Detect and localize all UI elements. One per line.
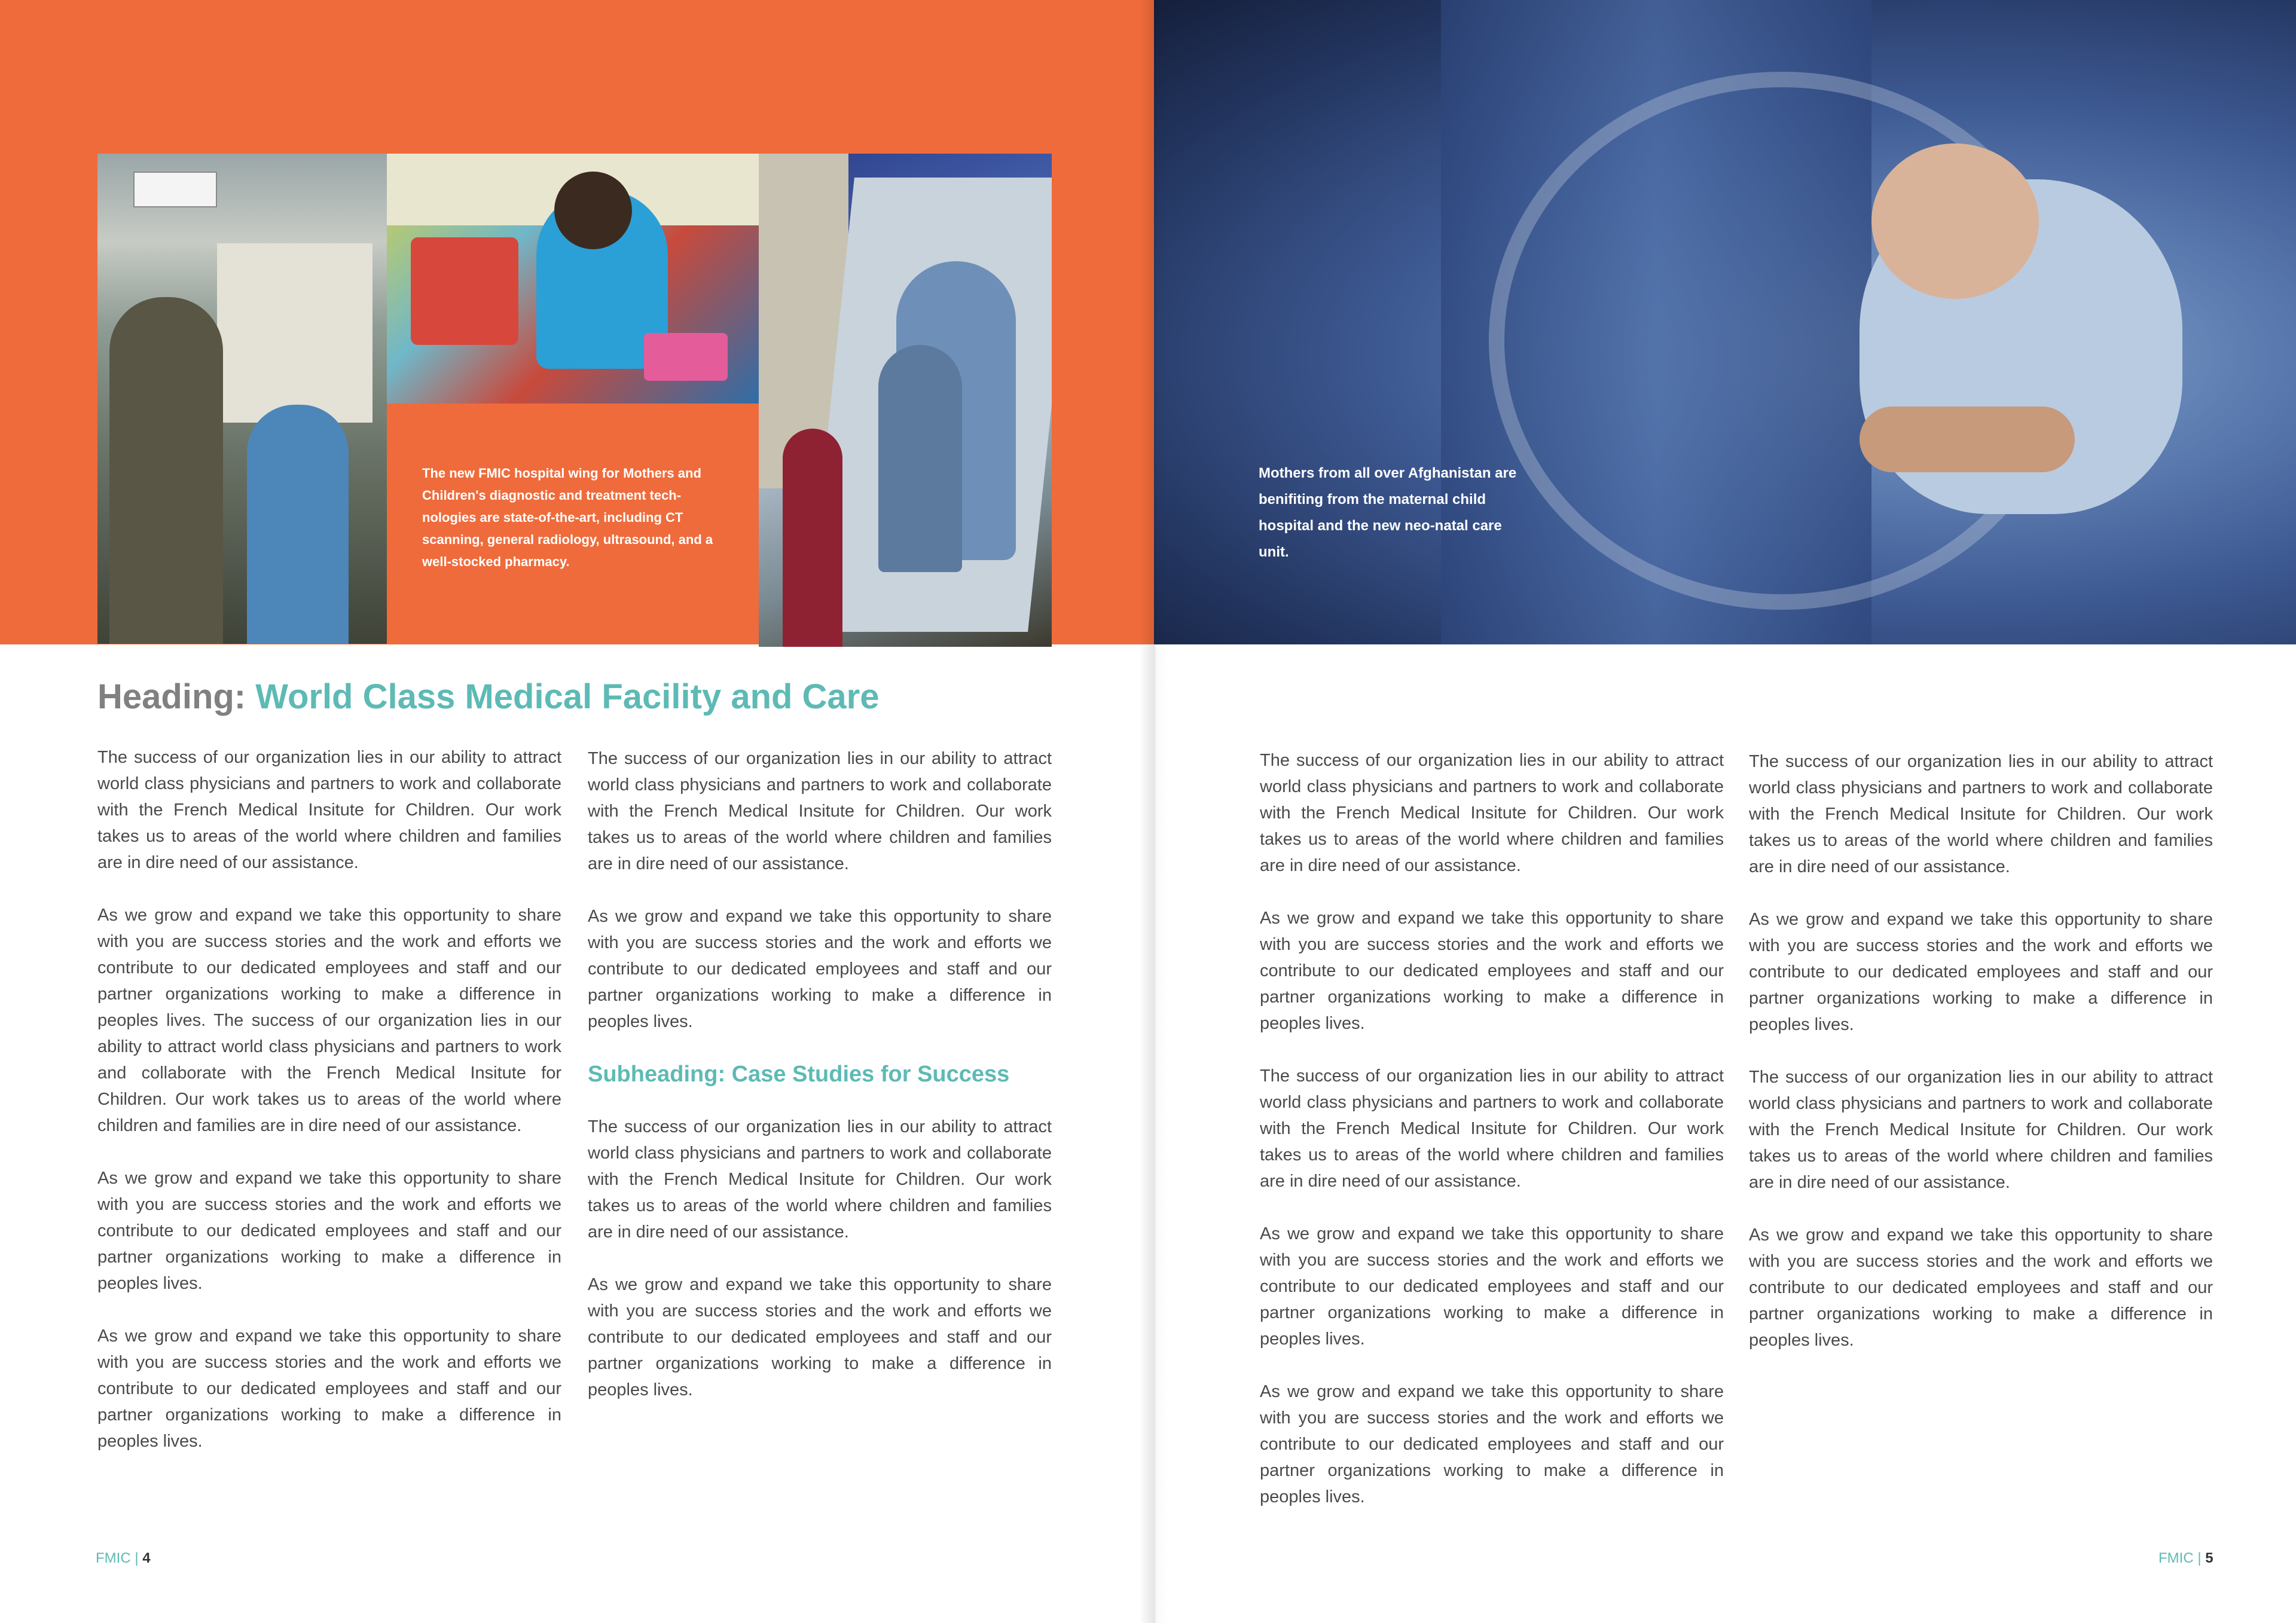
paragraph: As we grow and expand we take this opportunity to share with you are success stories and the work and efforts we contribute to our dedicated employees and staff and our partner organizations working to make a difference in peoples lives. [97, 1169, 561, 1293]
paragraph: The success of our organization lies in our ability to attract world class physicians and partners to work and collaborate with the French Medical Insitute for Children. Our work takes us to areas of the world where children and families are in dire need of our assistance. [588, 1117, 1052, 1242]
man-figure [109, 297, 223, 644]
paragraph: As we grow and expand we take this opportunity to share with you are success stories and the work and efforts we contribute to our dedicated employees and staff and our partner organizations working to make a difference in peoples lives. The success of our organization lies in our ability to attract world class physicians and partners to work and collaborate with the French Medical Insitute for Children. Our work takes us to areas of the world where children and families are in dire need of our assistance. [97, 906, 561, 1135]
text-column-1 [97, 744, 561, 1454]
paragraph: As we grow and expand we take this opportunity to share with you are success stories and the work and efforts we contribute to our dedicated employees and staff and our partner organizations working to make a difference in peoples lives. [588, 907, 1052, 1031]
photo-caption: The new FMIC hospital wing for Mothers and Children's diagnostic and treatment tech-nologies are state-of-the-art, including CT scanning, general radiology, ultrasound, and a well-stocked pharmacy. [422, 466, 713, 569]
baby-face [1871, 143, 2039, 299]
pink-box [644, 333, 728, 381]
heading-label: Heading: [97, 677, 246, 716]
page-heading [97, 677, 880, 717]
page-folio [96, 1550, 151, 1567]
text-column-1 [1260, 747, 1724, 1510]
pharmacy-counter [217, 243, 373, 423]
paragraph: The success of our organization lies in our ability to attract world class physicians and partners to work and collaborate with the French Medical Insitute for Children. Our work takes us to areas of the world where children and families are in dire need of our assistance. [1260, 1066, 1724, 1191]
child-figure [247, 405, 349, 644]
right-page [1154, 0, 2296, 1623]
paragraph: As we grow and expand we take this opportunity to share with you are success stories and the work and efforts we contribute to our dedicated employees and staff and our partner organizations working to make a difference in peoples lives. [97, 1326, 561, 1451]
child-drawing-photo [387, 154, 759, 404]
folio-brand: FMIC [2158, 1550, 2194, 1566]
page-folio [2158, 1550, 2213, 1567]
paragraph: As we grow and expand we take this opportunity to share with you are success stories and the work and efforts we contribute to our dedicated employees and staff and our partner organizations working to make a difference in peoples lives. [1749, 910, 2213, 1034]
mural-photo [759, 154, 1052, 647]
page-number: 5 [2205, 1550, 2213, 1566]
paragraph: As we grow and expand we take this opportunity to share with you are success stories and the work and efforts we contribute to our dedicated employees and staff and our partner organizations working to make a difference in peoples lives. [588, 1275, 1052, 1399]
mural-child [878, 345, 962, 572]
paragraph: As we grow and expand we take this opportunity to share with you are success stories and the work and efforts we contribute to our dedicated employees and staff and our partner organizations working to make a difference in peoples lives. [1749, 1225, 2213, 1350]
red-chair [411, 237, 518, 345]
folio-separator: | [2197, 1550, 2202, 1566]
paragraph: The success of our organization lies in our ability to attract world class physicians and partners to work and collaborate with the French Medical Insitute for Children. Our work takes us to areas of the world where children and families are in dire need of our assistance. [1260, 751, 1724, 875]
paragraph: As we grow and expand we take this opportunity to share with you are success stories and the work and efforts we contribute to our dedicated employees and staff and our partner organizations working to make a difference in peoples lives. [1260, 1224, 1724, 1349]
person-red-jacket [783, 429, 842, 647]
paragraph: The success of our organization lies in our ability to attract world class physicians and partners to work and collaborate with the French Medical Insitute for Children. Our work takes us to areas of the world where children and families are in dire need of our assistance. [1749, 1068, 2213, 1192]
text-column-2 [588, 745, 1052, 1403]
photo-caption: Mothers from all over Afghanistan are benifiting from the maternal child hospital and the new neo-natal care unit. [1259, 465, 1517, 560]
paragraph: As we grow and expand we take this opportunity to share with you are success stories and the work and efforts we contribute to our dedicated employees and staff and our partner organizations working to make a difference in peoples lives. [1260, 909, 1724, 1033]
text-column-2 [1749, 748, 2213, 1353]
folio-separator: | [135, 1550, 139, 1566]
subheading: Subheading: Case Studies for Success [588, 1062, 1010, 1087]
child-head [554, 172, 632, 249]
folio-brand: FMIC [96, 1550, 131, 1566]
pharmacy-sign [133, 172, 217, 207]
mother-hand [1860, 406, 2075, 472]
pharmacy-photo [97, 154, 387, 644]
page-number: 4 [142, 1550, 151, 1566]
paragraph: The success of our organization lies in our ability to attract world class physicians and partners to work and collaborate with the French Medical Insitute for Children. Our work takes us to areas of the world where children and families are in dire need of our assistance. [588, 749, 1052, 873]
heading-title: World Class Medical Facility and Care [255, 677, 880, 716]
paragraph: The success of our organization lies in our ability to attract world class physicians and partners to work and collaborate with the French Medical Insitute for Children. Our work takes us to areas of the world where children and families are in dire need of our assistance. [97, 748, 561, 872]
paragraph: As we grow and expand we take this opportunity to share with you are success stories and the work and efforts we contribute to our dedicated employees and staff and our partner organizations working to make a difference in peoples lives. [1260, 1382, 1724, 1506]
paragraph: The success of our organization lies in our ability to attract world class physicians and partners to work and collaborate with the French Medical Insitute for Children. Our work takes us to areas of the world where children and families are in dire need of our assistance. [1749, 752, 2213, 876]
